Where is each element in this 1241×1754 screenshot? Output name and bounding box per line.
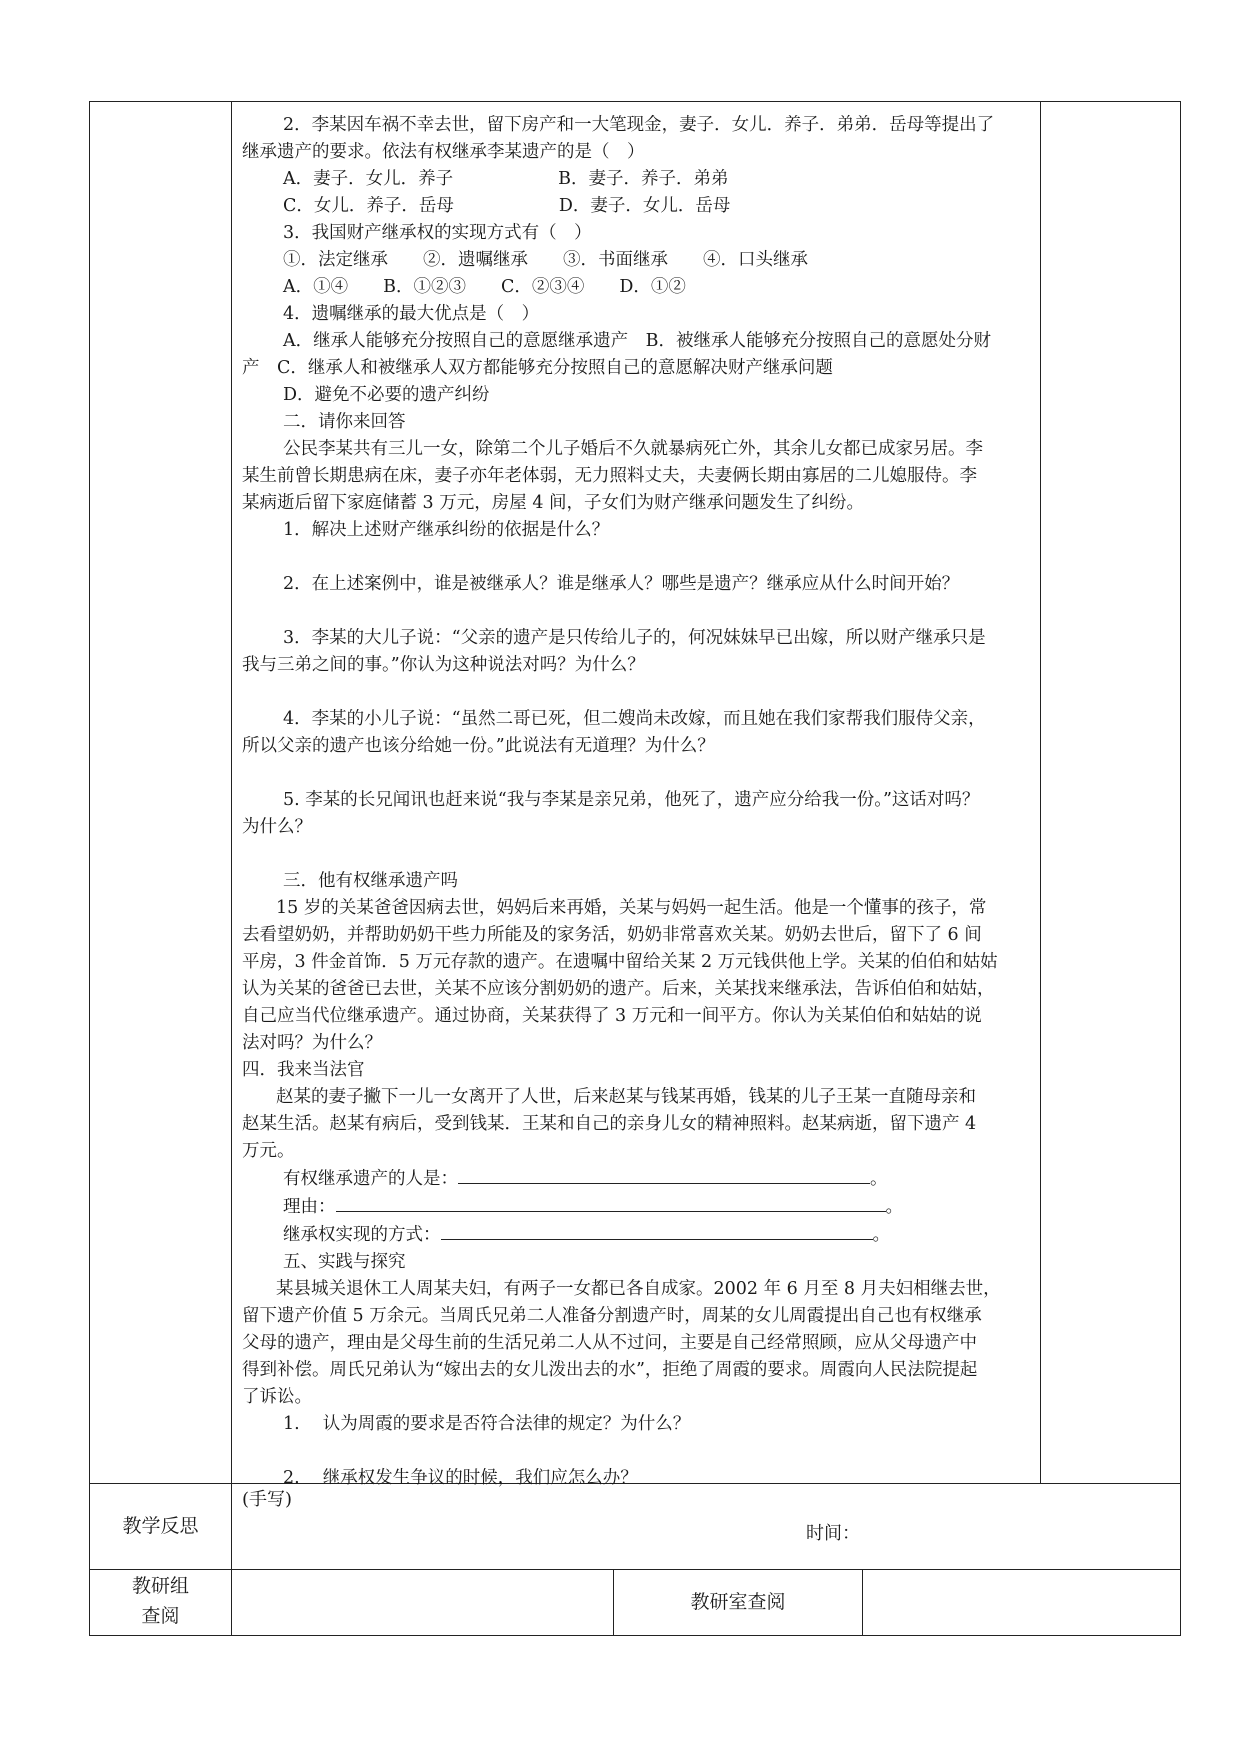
blank-reason (242, 1193, 1052, 1221)
text-line: 五、实践与探究 (283, 1252, 406, 1272)
answer-space (242, 679, 1052, 706)
text-line: 2．李某因车祸不幸去世，留下房产和一大笔现金，妻子．女儿．养子．弟弟．岳母等提出了 (283, 115, 995, 135)
answer-space (242, 1438, 1052, 1465)
text-line: 平房，3 件金首饰．5 万元存款的遗产。在遗嘱中留给关某 2 万元钱供他上学。关某的伯伯和姑姑 (242, 952, 998, 972)
text-line: 了诉讼。 (242, 1387, 312, 1407)
text-line: 去看望奶奶，并帮助奶奶干些力所能及的家务活，奶奶非常喜欢关某。奶奶去世后，留下了 6 间 (242, 925, 982, 945)
table-left-border (89, 101, 90, 1636)
text-line: 留下遗产价值 5 万余元。当周氏兄弟二人准备分割遗产时，周某的女儿周霞提出自己也有权继承 (242, 1306, 982, 1326)
text-line: ①．法定继承 ②．遗嘱继承 ③．书面继承 ④．口头继承 (283, 250, 808, 270)
method-end: 。 (872, 1225, 890, 1245)
heirs-label: 有权继承遗产的人是： (283, 1169, 458, 1189)
office-review-label: 教研室查阅 (690, 1591, 786, 1613)
text-line: 四．我来当法官 (242, 1060, 365, 1080)
text-line: 某生前曾长期患病在床，妻子亦年老体弱，无力照料丈夫，夫妻俩长期由寡居的二儿媳服侍。李 (242, 466, 977, 486)
text-line: 父母的遗产，理由是父母生前的生活兄弟二人从不过问，主要是自己经常照顾，应从父母遗产中 (242, 1333, 977, 1353)
text-line: 认为关某的爸爸已去世，关某不应该分割奶奶的遗产。后来，关某找来继承法，告诉伯伯和姑姑， (242, 979, 995, 999)
text-line: 我与三弟之间的事。”你认为这种说法对吗？为什么？ (242, 655, 645, 675)
text-line: 5. 李某的长兄闻讯也赶来说“我与李某是亲兄弟，他死了，遗产应分给我一份。”这话对吗？ (283, 790, 980, 810)
group-review-label-line2: 查阅 (141, 1605, 180, 1627)
text-line: D．避免不必要的遗产纠纷 (283, 385, 490, 405)
text-line: 4．李某的小儿子说：“虽然二哥已死，但二嫂尚未改嫁，而且她在我们家帮我们服侍父亲， (283, 709, 986, 729)
reason-end: 。 (885, 1197, 903, 1217)
text-line: 3．我国财产继承权的实现方式有（ ） (283, 223, 592, 243)
text-line: 15 岁的关某爸爸因病去世，妈妈后来再婚，关某与妈妈一起生活。他是一个懂事的孩子，常 (276, 898, 987, 918)
text-line: A．妻子．女儿．养子 B．妻子．养子．弟弟 (283, 169, 729, 189)
text-line: 3．李某的大儿子说：“父亲的遗产是只传给儿子的，何况妹妹早已出嫁，所以财产继承只是 (283, 628, 986, 648)
table-bottom-border (89, 1635, 1181, 1636)
text-line: 4．遗嘱继承的最大优点是（ ） (283, 304, 540, 324)
answer-space (242, 760, 1052, 787)
table-right-border (1180, 101, 1181, 1636)
exercise-content (242, 112, 1052, 1492)
blank-heirs (242, 1165, 1052, 1193)
answer-space (242, 841, 1052, 868)
text-line: 为什么？ (242, 817, 312, 837)
text-line: 赵某的妻子撇下一儿一女离开了人世，后来赵某与钱某再婚，钱某的儿子王某一直随母亲和 (276, 1087, 976, 1107)
text-line: A．继承人能够充分按照自己的意愿继承遗产 B．被继承人能够充分按照自己的意愿处分财 (283, 331, 991, 351)
row-divider-review (89, 1569, 1181, 1570)
col-divider-1 (231, 101, 232, 1636)
text-line: A．①④ B．①②③ C．②③④ D．①② (283, 277, 686, 297)
answer-space (242, 598, 1052, 625)
text-line: 赵某生活。赵某有病后，受到钱某．王某和自己的亲身儿女的精神照料。赵某病逝，留下遗产 4 (242, 1114, 977, 1134)
text-line: 产 C．继承人和被继承人双方都能够充分按照自己的意愿解决财产继承问题 (242, 358, 833, 378)
heirs-end: 。 (870, 1169, 888, 1189)
reflection-label: 教学反思 (122, 1515, 199, 1537)
handwritten-note: (手写) (242, 1489, 293, 1510)
table-top-border (89, 101, 1181, 102)
text-line: 自己应当代位继承遗产。通过协商，关某获得了 3 万元和一间平方。你认为关某伯伯和姑姑的说 (242, 1006, 982, 1026)
text-line: 某县城关退休工人周某夫妇，有两子一女都已各自成家。2002 年 6 月至 8 月夫妇相继去世， (276, 1279, 1001, 1299)
text-line: 二．请你来回答 (283, 412, 406, 432)
text-line: 2．在上述案例中，谁是被继承人？谁是继承人？哪些是遗产？继承应从什么时间开始？ (283, 574, 960, 594)
text-line: 继承遗产的要求。依法有权继承李某遗产的是（ ） (242, 142, 645, 162)
exercise-block-2 (242, 1249, 1052, 1492)
text-line: 万元。 (242, 1141, 295, 1161)
text-line: 1．解决上述财产继承纠纷的依据是什么？ (283, 520, 610, 540)
text-line: 得到补偿。周氏兄弟认为“嫁出去的女儿泼出去的水”，拒绝了周霞的要求。周霞向人民法院提起 (242, 1360, 978, 1380)
text-line: 1. 认为周霞的要求是否符合法律的规定？为什么？ (283, 1414, 691, 1434)
text-line: 2. 继承权发生争议的时候，我们应怎么办？ (283, 1468, 638, 1488)
text-line: 三．他有权继承遗产吗 (283, 871, 458, 891)
text-line: C．女儿．养子．岳母 D．妻子．女儿．岳母 (283, 196, 731, 216)
text-line: 法对吗？为什么？ (242, 1033, 382, 1053)
method-label: 继承权实现的方式： (283, 1225, 441, 1245)
exercise-block-1 (242, 112, 1052, 1165)
reason-label: 理由： (283, 1197, 336, 1217)
time-label: 时间： (806, 1523, 860, 1544)
blank-method (242, 1221, 1052, 1249)
reason-fill-line[interactable] (336, 1193, 886, 1212)
group-review-label-line1: 教研组 (131, 1575, 189, 1597)
text-line: 公民李某共有三儿一女，除第二个儿子婚后不久就暴病死亡外，其余儿女都已成家另居。李 (283, 439, 983, 459)
col-divider-review-right (862, 1569, 863, 1636)
heirs-fill-line[interactable] (458, 1165, 870, 1184)
text-line: 所以父亲的遗产也该分给她一份。”此说法有无道理？为什么？ (242, 736, 715, 756)
method-fill-line[interactable] (441, 1221, 873, 1240)
text-line: 某病逝后留下家庭储蓄 3 万元，房屋 4 间，子女们为财产继承问题发生了纠纷。 (242, 493, 865, 513)
answer-space (242, 544, 1052, 571)
